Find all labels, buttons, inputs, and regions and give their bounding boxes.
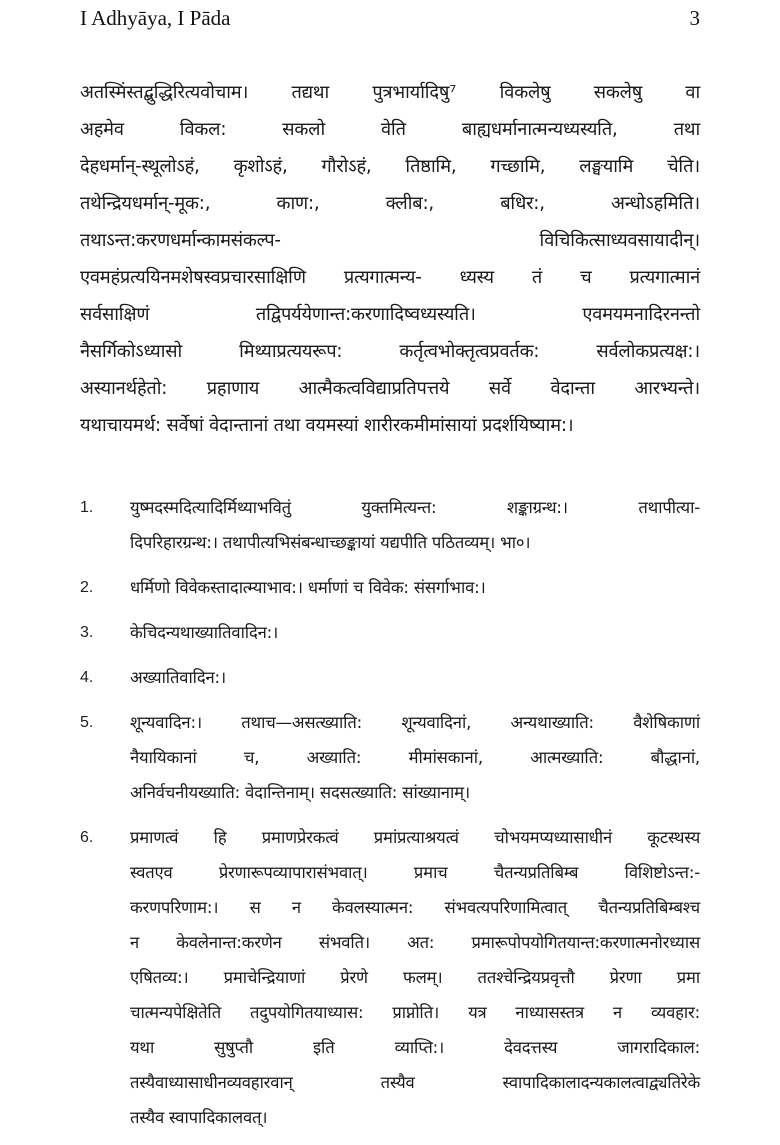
footnote-line: धर्मिणो विवेकस्तादात्म्याभाव:। धर्माणां च विवेक: संसर्गाभाव:। [130, 578, 486, 597]
footnote-number: 5. [80, 714, 94, 731]
footnote-line: युष्मदस्मदित्यादिर्मिथ्याभवितुं युक्तमित्यन्त: शङ्काग्रन्थ:। तथापीत्या- [130, 498, 700, 517]
footnote-line: यथा सुषुप्तौ इति व्याप्ति:। देवदत्तस्य जागरादिकाल: [130, 1038, 700, 1057]
footnote-line: तस्यैवाध्यासाधीनव्यवहारवान् तस्यैव स्वापादिकालादन्यकालत्वाद्व्यतिरेके [130, 1073, 700, 1092]
footnote-6 [80, 820, 700, 1135]
footnote-body [130, 615, 700, 650]
footnote-number: 6. [80, 829, 94, 846]
text-line: तथेन्द्रियधर्मान्-मूक:, काण:, क्लीब:, बधिर:, अन्धोऽहमिति। [80, 193, 700, 214]
page-number: 3 [689, 6, 700, 30]
footnote-2 [80, 570, 700, 605]
footnote-number: 1. [80, 499, 94, 516]
footnote-line: शून्यवादिन:। तथाच—असत्ख्याति: शून्यवादिनां, अन्यथाख्याति: वैशेषिकाणां [130, 713, 700, 732]
footnote-4 [80, 660, 700, 695]
main-text-paragraph [80, 74, 700, 444]
text-line: तथाऽन्त:करणधर्मान्कामसंकल्प- विचिकित्साध्यवसायादीन्। [80, 230, 700, 251]
footnote-number: 3. [80, 624, 94, 641]
footnote-line: एषितव्य:। प्रमाचेन्द्रियाणां प्रेरणे फलम्। ततश्चेन्द्रियप्रवृत्तौ प्रेरणा प्रमा [130, 968, 700, 987]
text-line: देहधर्मान्-स्थूलोऽहं, कृशोऽहं, गौरोऽहं, तिष्ठामि, गच्छामि, लङ्घयामि चेति। [80, 156, 700, 177]
text-line: नैसर्गिकोऽध्यासो मिथ्याप्रत्ययरूप: कर्तृत्वभोक्तृत्वप्रवर्तक: सर्वलोकप्रत्यक्ष:। [80, 341, 700, 362]
footnote-line: प्रमाणत्वं हि प्रमाणप्रेरकत्वं प्रमांप्रत्याश्रयत्वं चोभयमप्यध्यासाधीनं कूटस्थस्य [130, 828, 700, 847]
footnote-5 [80, 705, 700, 810]
footnote-line: केचिदन्यथाख्यातिवादिन:। [130, 623, 279, 642]
footnotes-section [80, 490, 700, 1145]
footnote-body [130, 570, 700, 605]
footnote-line: करणपरिणाम:। स न केवलस्यात्मन: संभवत्यपरिणामित्वात् चैतन्यप्रतिबिम्बश्च [130, 898, 700, 917]
footnote-body [130, 705, 700, 810]
page-header [80, 6, 700, 36]
footnote-number: 2. [80, 579, 94, 596]
text-line: अतस्मिंस्तद्बुद्धिरित्यवोचाम। तद्यथा पुत्रभार्यादिषु⁷ विकलेषु सकलेषु वा [80, 82, 700, 103]
text-line: सर्वसाक्षिणं तद्विपर्ययेणान्त:करणादिष्वध्यस्यति। एवमयमनादिरनन्तो [80, 304, 700, 325]
running-title: I Adhyāya, I Pāda [80, 6, 231, 30]
footnote-line: दिपरिहारग्रन्थ:। तथापीत्यभिसंबन्धाच्छङ्कायां यद्यपीति पठितव्यम्। भा०। [130, 533, 531, 552]
text-line: अस्यानर्थहेतो: प्रहाणाय आत्मैकत्वविद्याप्रतिपत्तये सर्वे वेदान्ता आरभ्यन्ते। [80, 378, 700, 399]
footnote-line: चात्मन्यपेक्षितेति तदुपयोगितयाध्यास: प्राप्नोति। यत्र नाध्यासस्तत्र न व्यवहार: [130, 1003, 700, 1022]
footnote-1 [80, 490, 700, 560]
footnote-line: नैयायिकानां च, अख्याति: मीमांसकानां, आत्मख्याति: बौद्धानां, [130, 748, 700, 767]
footnote-body [130, 490, 700, 560]
footnote-body [130, 660, 700, 695]
footnote-line: अख्यातिवादिन:। [130, 668, 226, 687]
text-line: यथाचायमर्थ: सर्वेषां वेदान्तानां तथा वयमस्यां शारीरकमीमांसायां प्रदर्शयिष्याम:। [80, 415, 574, 436]
footnote-line: तस्यैव स्वापादिकालवत्। [130, 1108, 268, 1127]
footnote-body [130, 820, 700, 1135]
footnote-line: अनिर्वचनीयख्याति: वेदान्तिनाम्। सदसत्ख्याति: सांख्यानाम्। [130, 783, 470, 802]
footnote-number: 4. [80, 669, 94, 686]
text-line: अहमेव विकल: सकलो वेति बाह्यधर्मानात्मन्यध्यस्यति, तथा [80, 119, 700, 140]
footnote-3 [80, 615, 700, 650]
text-line: एवमहंप्रत्ययिनमशेषस्वप्रचारसाक्षिणि प्रत्यगात्मन्य- ध्यस्य तं च प्रत्यगात्मानं [80, 267, 700, 288]
footnote-line: स्वतएव प्रेरणारूपव्यापारासंभवात्। प्रमाच चैतन्यप्रतिबिम्ब विशिष्टोऽन्त:- [130, 863, 700, 882]
footnote-line: न केवलेनान्त:करणेन संभवति। अत: प्रमारूपोपयोगितयान्त:करणात्मनोरध्यास [130, 933, 700, 952]
